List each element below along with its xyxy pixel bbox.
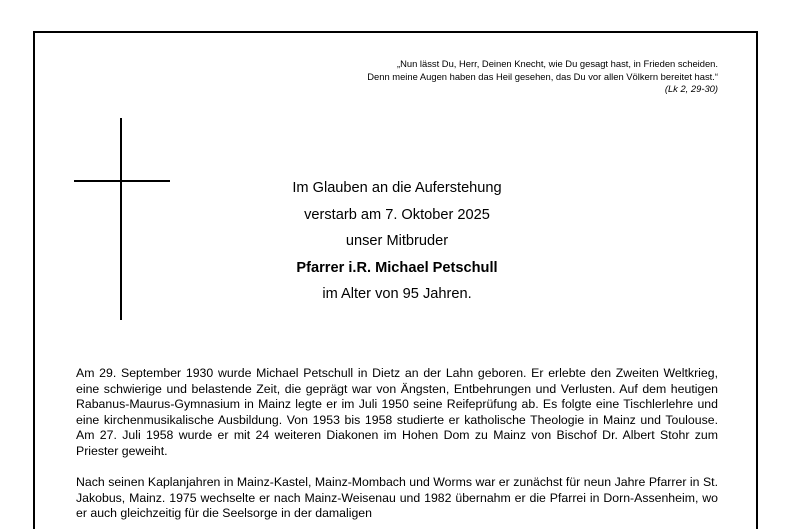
cross-icon-vertical — [120, 118, 122, 320]
quote-line-1: „Nun lässt Du, Herr, Deinen Knecht, wie Du gesagt hast, in Frieden scheiden. — [397, 58, 718, 69]
biography-paragraph-2: Nach seinen Kaplanjahren in Mainz-Kastel, Mainz-Mombach und Worms war er zunächst für neun Jahre Pfarrer in St. Jakobus, Mainz. 1975 wechselte er nach Mainz-Weisenau und 1982 übernahm er die Pfarrei in Dorn-Assenheim, wo er auch gleichzeitig für die Seelsorge in der damaligen — [76, 475, 718, 521]
quote-line-2: Denn meine Augen haben das Heil gesehen, das Du vor allen Völkern bereitet hast.“ — [367, 70, 718, 82]
death-announcement — [172, 178, 622, 311]
deceased-name: Pfarrer i.R. Michael Petschull — [296, 259, 498, 276]
biography — [76, 366, 718, 529]
announcement-line-2: verstarb am 7. Oktober 2025 — [304, 206, 490, 223]
announcement-line-3: unser Mitbruder — [345, 233, 449, 250]
bible-quote — [158, 58, 718, 96]
announcement-line-1: Im Glauben an die Auferstehung — [292, 180, 502, 196]
quote-reference: (Lk 2, 29-30) — [664, 83, 718, 94]
deceased-age: im Alter von 95 Jahren. — [322, 286, 472, 303]
cross-icon-horizontal — [74, 180, 170, 182]
biography-paragraph-1: Am 29. September 1930 wurde Michael Petschull in Dietz an der Lahn geboren. Er erlebte den Zweiten Weltkrieg, eine schwierige und belastende Zeit, die geprägt war von Ängsten, Entbehrungen und Verlusten. Auf dem heutigen Rabanus-Maurus-Gymnasium in Mainz legte er im Juli 1950 seine Reifeprüfung ab. Es folgte eine Tischlerlehre und eine kirchenmusikalische Ausbildung. Von 1953 bis 1958 studierte er katholische Theologie in Mainz und Toulouse. Am 27. Juli 1958 wurde er mit 24 weiteren Diakonen im Hohen Dom zu Mainz von Bischof Dr. Albert Stohr zum Priester geweiht. — [76, 366, 718, 458]
